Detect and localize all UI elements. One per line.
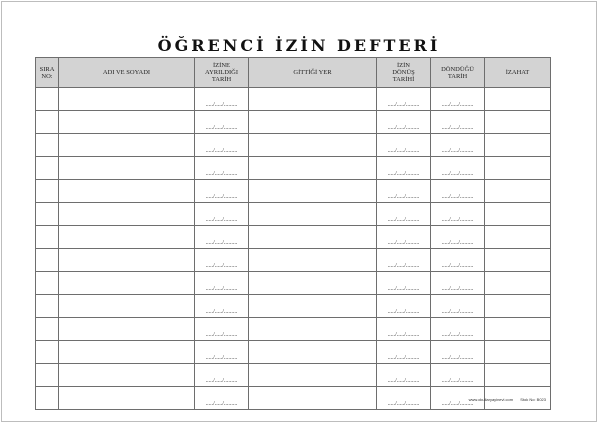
cell-izine-ayrildigi-tarih: ...../...../......... (195, 364, 249, 387)
header-gittigi-yer: GİTTİĞİ YER (249, 58, 377, 88)
cell-gittigi-yer (249, 341, 377, 364)
footer-stock-no: Stok No: B023 (520, 397, 546, 402)
cell-sira-no (36, 180, 59, 203)
footer (469, 397, 546, 402)
cell-izahat (485, 111, 551, 134)
cell-izine-ayrildigi-tarih: ...../...../......... (195, 295, 249, 318)
cell-dondugu-tarih: ...../...../......... (431, 295, 485, 318)
cell-izine-ayrildigi-tarih: ...../...../......... (195, 226, 249, 249)
cell-sira-no (36, 111, 59, 134)
cell-gittigi-yer (249, 249, 377, 272)
header-row (36, 58, 551, 88)
table-row (36, 341, 551, 364)
cell-sira-no (36, 134, 59, 157)
cell-adi-soyadi (59, 341, 195, 364)
leave-ledger-table (35, 57, 551, 410)
table-row (36, 364, 551, 387)
cell-adi-soyadi (59, 203, 195, 226)
cell-gittigi-yer (249, 134, 377, 157)
cell-izahat (485, 318, 551, 341)
cell-izine-ayrildigi-tarih: ...../...../......... (195, 134, 249, 157)
cell-izin-donus-tarihi: ...../...../......... (377, 88, 431, 111)
header-izine-ayrildigi-tarih: İZİNE AYRILDIĞI TARİH (195, 58, 249, 88)
cell-izine-ayrildigi-tarih: ...../...../......... (195, 249, 249, 272)
cell-dondugu-tarih: ...../...../......... (431, 111, 485, 134)
cell-gittigi-yer (249, 272, 377, 295)
header-izahat: İZAHAT (485, 58, 551, 88)
cell-dondugu-tarih: ...../...../......... (431, 318, 485, 341)
cell-sira-no (36, 341, 59, 364)
cell-dondugu-tarih: ...../...../......... (431, 180, 485, 203)
form-page (1, 1, 597, 422)
cell-adi-soyadi (59, 157, 195, 180)
cell-izin-donus-tarihi: ...../...../......... (377, 387, 431, 410)
cell-adi-soyadi (59, 318, 195, 341)
cell-adi-soyadi (59, 134, 195, 157)
cell-izin-donus-tarihi: ...../...../......... (377, 272, 431, 295)
cell-izin-donus-tarihi: ...../...../......... (377, 364, 431, 387)
cell-izine-ayrildigi-tarih: ...../...../......... (195, 111, 249, 134)
cell-gittigi-yer (249, 157, 377, 180)
cell-adi-soyadi (59, 180, 195, 203)
cell-izahat (485, 226, 551, 249)
cell-sira-no (36, 249, 59, 272)
cell-sira-no (36, 295, 59, 318)
cell-izine-ayrildigi-tarih: ...../...../......... (195, 272, 249, 295)
cell-adi-soyadi (59, 295, 195, 318)
cell-dondugu-tarih: ...../...../......... (431, 272, 485, 295)
table-row (36, 249, 551, 272)
table-row (36, 203, 551, 226)
cell-dondugu-tarih: ...../...../......... (431, 157, 485, 180)
cell-izine-ayrildigi-tarih: ...../...../......... (195, 318, 249, 341)
cell-sira-no (36, 226, 59, 249)
table-row (36, 180, 551, 203)
cell-izahat (485, 272, 551, 295)
cell-gittigi-yer (249, 111, 377, 134)
cell-adi-soyadi (59, 88, 195, 111)
cell-gittigi-yer (249, 226, 377, 249)
cell-izin-donus-tarihi: ...../...../......... (377, 203, 431, 226)
table-row (36, 88, 551, 111)
cell-izahat (485, 341, 551, 364)
cell-adi-soyadi (59, 249, 195, 272)
table-row (36, 226, 551, 249)
cell-izine-ayrildigi-tarih: ...../...../......... (195, 88, 249, 111)
table-row (36, 134, 551, 157)
footer-website: www.okullaryayinevi.com (468, 397, 514, 402)
cell-gittigi-yer (249, 203, 377, 226)
table-row (36, 295, 551, 318)
cell-sira-no (36, 318, 59, 341)
cell-dondugu-tarih: ...../...../......... (431, 387, 485, 410)
cell-gittigi-yer (249, 318, 377, 341)
cell-dondugu-tarih: ...../...../......... (431, 341, 485, 364)
header-dondugu-tarih: DÖNDÜĞÜ TARİH (431, 58, 485, 88)
cell-sira-no (36, 272, 59, 295)
cell-izin-donus-tarihi: ...../...../......... (377, 341, 431, 364)
cell-izahat (485, 88, 551, 111)
cell-adi-soyadi (59, 272, 195, 295)
cell-izin-donus-tarihi: ...../...../......... (377, 318, 431, 341)
cell-adi-soyadi (59, 111, 195, 134)
cell-izine-ayrildigi-tarih: ...../...../......... (195, 203, 249, 226)
cell-izine-ayrildigi-tarih: ...../...../......... (195, 180, 249, 203)
cell-izine-ayrildigi-tarih: ...../...../......... (195, 157, 249, 180)
cell-gittigi-yer (249, 295, 377, 318)
cell-gittigi-yer (249, 180, 377, 203)
cell-dondugu-tarih: ...../...../......... (431, 226, 485, 249)
cell-izin-donus-tarihi: ...../...../......... (377, 180, 431, 203)
cell-izin-donus-tarihi: ...../...../......... (377, 295, 431, 318)
cell-sira-no (36, 364, 59, 387)
table-row (36, 111, 551, 134)
cell-gittigi-yer (249, 364, 377, 387)
cell-dondugu-tarih: ...../...../......... (431, 203, 485, 226)
table-row (36, 157, 551, 180)
cell-dondugu-tarih: ...../...../......... (431, 134, 485, 157)
cell-adi-soyadi (59, 226, 195, 249)
cell-izahat (485, 180, 551, 203)
cell-izine-ayrildigi-tarih: ...../...../......... (195, 341, 249, 364)
header-adi-soyadi: ADI VE SOYADI (59, 58, 195, 88)
table-row (36, 272, 551, 295)
cell-adi-soyadi (59, 387, 195, 410)
cell-izahat (485, 364, 551, 387)
cell-adi-soyadi (59, 364, 195, 387)
cell-dondugu-tarih: ...../...../......... (431, 249, 485, 272)
cell-izin-donus-tarihi: ...../...../......... (377, 249, 431, 272)
cell-izahat (485, 157, 551, 180)
cell-sira-no (36, 157, 59, 180)
cell-izine-ayrildigi-tarih: ...../...../......... (195, 387, 249, 410)
cell-sira-no (36, 203, 59, 226)
cell-izin-donus-tarihi: ...../...../......... (377, 157, 431, 180)
cell-izahat (485, 295, 551, 318)
header-izin-donus-tarihi: İZİN DÖNÜŞ TARİHİ (377, 58, 431, 88)
ledger-body (36, 88, 551, 410)
cell-gittigi-yer (249, 387, 377, 410)
cell-gittigi-yer (249, 88, 377, 111)
cell-izin-donus-tarihi: ...../...../......... (377, 226, 431, 249)
page-title: ÖĞRENCİ İZİN DEFTERİ (157, 36, 441, 55)
cell-izahat (485, 134, 551, 157)
header-sira-no: SIRA NO: (36, 58, 59, 88)
cell-izahat (485, 203, 551, 226)
cell-izin-donus-tarihi: ...../...../......... (377, 134, 431, 157)
cell-dondugu-tarih: ...../...../......... (431, 364, 485, 387)
cell-sira-no (36, 387, 59, 410)
cell-dondugu-tarih: ...../...../......... (431, 88, 485, 111)
cell-izin-donus-tarihi: ...../...../......... (377, 111, 431, 134)
cell-izahat (485, 249, 551, 272)
cell-sira-no (36, 88, 59, 111)
table-row (36, 318, 551, 341)
